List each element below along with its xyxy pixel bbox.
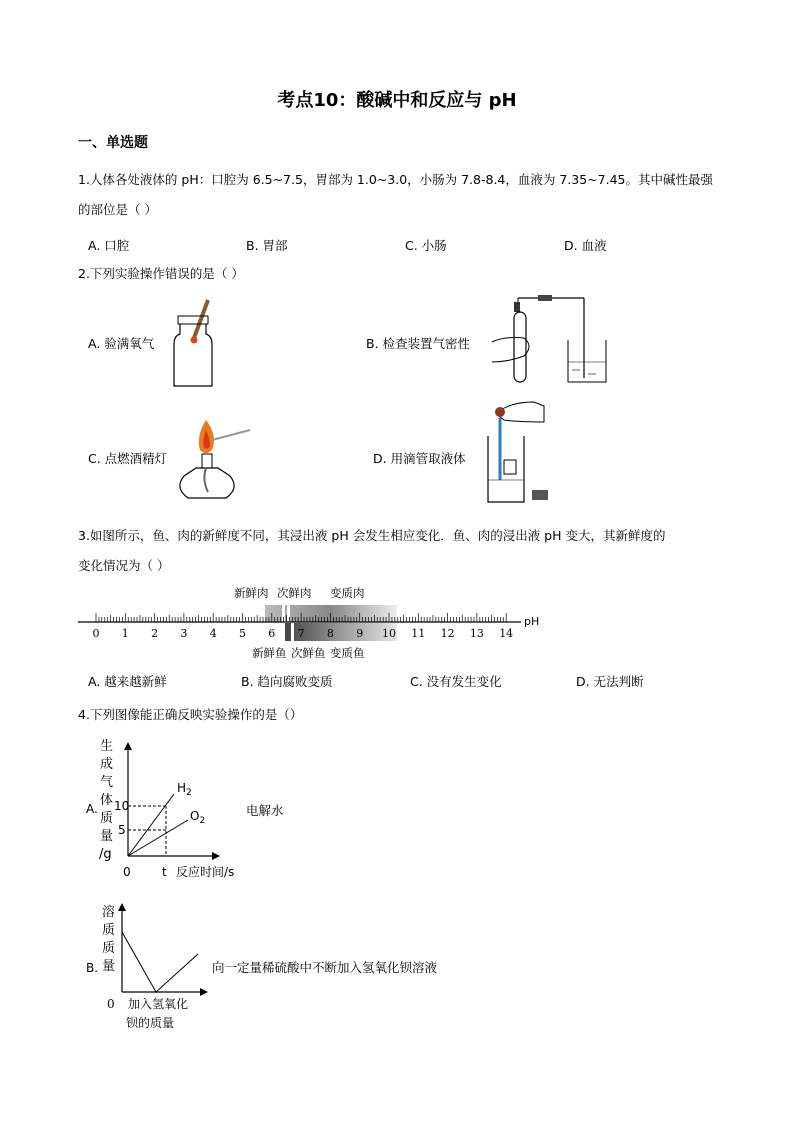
graph-b-xlabel-1: 加入氢氧化 [128,997,189,1011]
ph-unit: pH [524,615,540,628]
graph-a-ylabel-5: 量 [100,829,114,844]
graph-b-x-arrow [200,988,208,996]
oxygen-test-illustration [168,296,224,390]
graph-a-h2: H [177,781,187,795]
question-1-line2: 的部位是（ ） [78,202,157,217]
q1-option-d[interactable]: D. 血液 [564,238,607,253]
airtightness-illustration [484,290,614,390]
ph-tick-label: 0 [92,627,100,640]
graph-b-ylabel-0: 溶 [102,905,116,920]
graph-a-line-o2 [128,820,188,856]
graph-a-y10: 10 [114,799,130,813]
svg-text:H2 [177,781,192,798]
graph-a-ylabel-3: 体 [100,793,114,808]
ph-tick-label: 14 [499,627,514,640]
ph-tick-label: 6 [268,627,276,640]
q1-option-b[interactable]: B. 胃部 [246,238,288,253]
graph-a-h2-sub: 2 [186,788,192,798]
ph-tick-label: 9 [356,627,364,640]
label-fresh-fish: 新鲜鱼 [252,646,287,660]
q1-option-a[interactable]: A. 口腔 [88,238,130,253]
graph-a-ylabel-0: 生 [100,739,114,754]
ph-tick-label: 5 [239,627,246,640]
graph-a-line-h2 [128,794,174,856]
graph-a-ylabel-4: 质 [100,811,114,826]
ph-scale [78,600,558,646]
svg-text:O2 [190,809,205,826]
graph-a-ylabel-2: 气 [100,775,114,790]
graph-a-xlabel: 反应时间/s [176,865,235,879]
ph-ticks [96,613,506,622]
question-4-stem: 4.下列图像能正确反映实验操作的是（） [78,707,303,722]
label-semi-fresh-fish: 次鲜鱼 [291,646,326,660]
label-fresh-meat: 新鲜肉 [234,586,269,600]
graph-a-o2: O [190,809,200,823]
graph-b-ylabel-3: 量 [102,959,116,974]
graph-b-origin: 0 [107,997,115,1011]
graph-a-option-label[interactable]: A. [86,802,98,816]
question-2-stem: 2.下列实验操作错误的是（ ） [78,266,244,281]
graph-a-t: t [162,865,167,879]
ph-tick-label: 4 [209,627,217,640]
graph-a-origin: 0 [123,865,131,879]
graph-a-x-arrow [212,852,220,860]
graph-a-description: 电解水 [246,803,284,818]
q3-option-b[interactable]: B. 趋向腐败变质 [241,674,333,689]
graph-b-description: 向一定量稀硫酸中不断加入氢氧化钡溶液 [212,960,438,975]
q1-option-c[interactable]: C. 小肠 [405,238,447,253]
q3-option-a[interactable]: A. 越来越新鲜 [88,674,167,689]
ph-tick-label: 1 [121,627,129,640]
section-heading: 一、单选题 [78,135,148,151]
ph-tick-label: 2 [151,627,159,640]
dropper-illustration [478,398,548,508]
ph-tick-label: 11 [411,627,426,640]
ph-tick-label: 13 [469,627,484,640]
ph-tick-label: 8 [326,627,334,640]
graph-a-o2-sub: 2 [199,816,206,826]
q2-option-a[interactable]: A. 验满氧气 [88,336,155,351]
alcohol-lamp-illustration [176,410,254,502]
question-1-line1: 1.人体各处液体的 pH：口腔为 6.5~7.5，胃部为 1.0~3.0，小肠为 7.8-8.4，血液为 7.35~7.45。其中碱性最强 [78,172,713,187]
page-title: 考点10：酸碱中和反应与 pH [277,90,517,111]
label-spoiled-fish: 变质鱼 [330,646,365,660]
label-spoiled-meat: 变质肉 [330,586,365,600]
question-3-line1: 3.如图所示，鱼、肉的新鲜度不同，其浸出液 pH 会发生相应变化．鱼、肉的浸出液 pH 变大，其新鲜度的 [78,528,666,543]
question-3-line2: 变化情况为（ ） [78,558,170,573]
ph-tick-label: 3 [180,627,188,640]
ph-tick-labels [93,627,514,640]
graph-b-y-arrow [118,903,126,911]
graph-a-y-arrow [124,742,132,750]
label-semi-fresh-meat: 次鲜肉 [277,586,312,600]
graph-b-option-label[interactable]: B. [86,961,99,975]
ph-tick-label: 10 [382,627,396,640]
graph-b-neutralization [82,896,222,1036]
q2-option-b[interactable]: B. 检查装置气密性 [366,336,471,351]
q3-option-d[interactable]: D. 无法判断 [576,674,644,689]
graph-b-ylabel-1: 质 [102,923,116,938]
graph-b-ylabel-2: 质 [102,941,116,956]
q2-option-d[interactable]: D. 用滴管取液体 [373,451,466,466]
graph-a-ylabel-6: /g [99,847,112,862]
graph-a-electrolysis [82,734,262,884]
ph-tick-label: 12 [440,627,455,640]
q2-option-c[interactable]: C. 点燃酒精灯 [88,451,168,466]
graph-b-xlabel-2: 钡的质量 [126,1016,175,1030]
graph-a-y5: 5 [118,823,126,837]
graph-b-curve [122,932,198,992]
graph-a-ylabel-1: 成 [100,757,114,772]
q3-option-c[interactable]: C. 没有发生变化 [410,674,502,689]
ph-tick-label: 7 [297,627,305,640]
